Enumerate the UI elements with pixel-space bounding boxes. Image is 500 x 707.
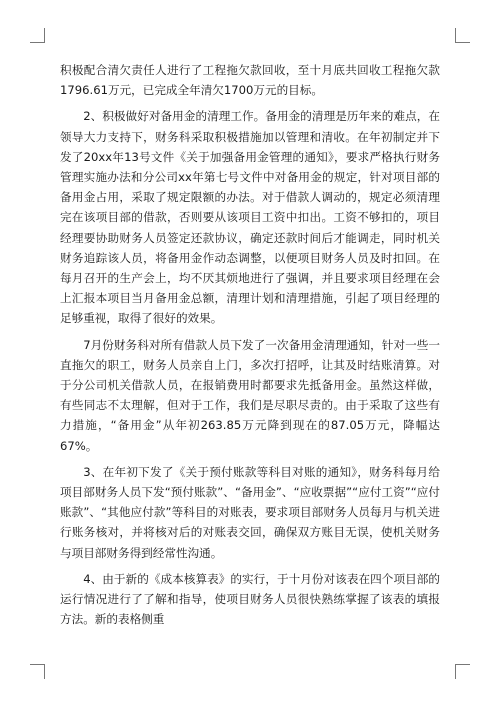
document-body	[60, 60, 440, 635]
paragraph-reconciliation: 3、在年初下发了《关于预付账款等科目对账的通知》，财务科每月给项目部财务人员下发“预付账款”、“备用金”、“应收票据”“应付工资”“应付账款”、“其他应付款”等科目的对账表，要求项目部财务人员每月与机关进行账务核对，并将核对后的对账表交回，确保双方账目无误，使机关财务与项目部财务得到经常性沟通。	[60, 464, 440, 560]
paragraph-reserve-fund: 2、积极做好对备用金的清理工作。备用金的清理是历年来的难点，在领导大力支持下，财务科采取积极措施加以管理和清收。在年初制定并下发了20xx年13号文件《关于加强备用金管理的通知》，要求严格执行财务管理实施办法和分公司xx年第七号文件中对备用金的规定，针对项目部的备用金占用，采取了规定限额的办法。对于借款人调动的，规定必须清理完在该项目部的借款，否则要从该项目工资中扣出。工资不够扣的，项目经理要协助财务人员签定还款协议，确定还款时间后才能调走，同时机关财务追踪该人员，将备用金作动态调整，以便项目财务人员及时扣回。在每月召开的生产会上，均不厌其烦地进行了强调，并且要求项目经理在会上汇报本项目当月备用金总额，清理计划和清理措施，引起了项目经理的足够重视，取得了很好的效果。	[60, 109, 440, 326]
paragraph-july-notice: 7月份财务科对所有借款人员下发了一次备用金清理通知，针对一些一直拖欠的职工，财务人员亲自上门，多次打招呼，让其及时结账清算。对于分公司机关借款人员，在报销费用时都要求先抵备用金。虽然这样做，有些同志不太理解，但对于工作，我们是尽职尽责的。由于采取了这些有力措施，“备用金”从年初263.85万元降到现在的87.05万元，降幅达67%。	[60, 337, 440, 453]
bottom-right-corner-mark	[455, 664, 470, 679]
top-right-corner-mark	[455, 28, 470, 43]
paragraph-cost-accounting: 4、由于新的《成本核算表》的实行，于十月份对该表在四个项目部的运行情况进行了了解和指导，使项目财务人员很快熟练掌握了该表的填报方法。新的表格侧重	[60, 571, 440, 627]
paragraph-continuation: 积极配合清欠责任人进行了工程拖欠款回收，至十月底共回收工程拖欠款1796.61万元，已完成全年清欠1700万元的目标。	[60, 63, 440, 98]
bottom-left-corner-mark	[30, 664, 45, 679]
top-left-corner-mark	[30, 28, 45, 43]
